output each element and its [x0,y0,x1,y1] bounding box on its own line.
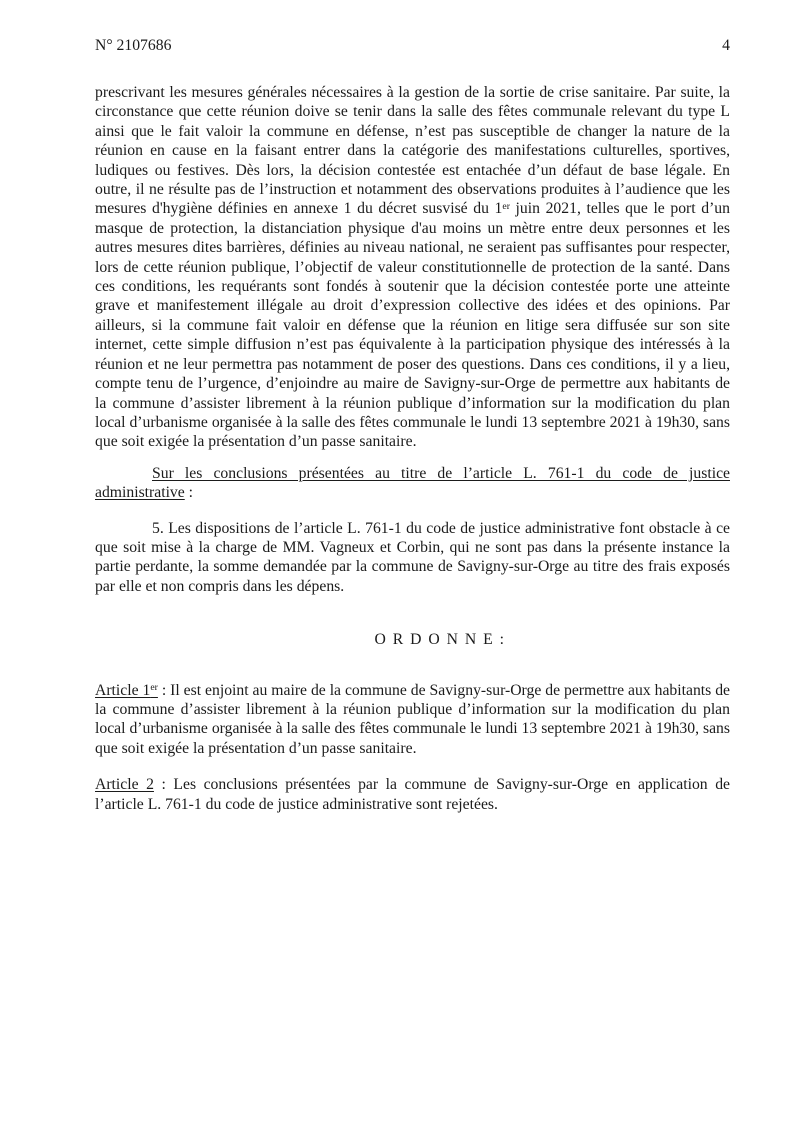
paragraph-continuation-text-part1: prescrivant les mesures générales nécessaires à la gestion de la sortie de crise sanitaire. Par suite, la circonstance que cette réunion doive se tenir dans la salle des fêtes communale relevant du type L ainsi que le fait valoir la commune en défense, n’est pas susceptible de changer la nature de la réunion en cause en la faisant entrer dans la catégorie des manifestations culturelles, sportives, ludiques ou festives. Dès lors, la décision contestée est entachée d’un défaut de base légale. En outre, il ne résulte pas de l’instruction et notamment des observations produites à l’audience que les mesures d'hygiène définies en annexe 1 du décret susvisé du 1 [95,84,730,218]
case-number: N° 2107686 [95,37,172,54]
document-body [95,83,730,814]
section-heading [95,464,730,503]
paragraph-continuation-text-part2: juin 2021, telles que le port d’un masque de protection, la distanciation physique d'au moins un mètre entre deux personnes et les autres mesures dites barrières, définies au niveau national, ne seraient pas suffisantes pour respecter, lors de cette réunion publique, l’objectif de valeur constitutionnelle de protection de la santé. Dans ces conditions, les requérants sont fondés à soutenir que la décision contestée porte une atteinte grave et manifestement illégale au droit d’expression collective des idées et des opinions. Par ailleurs, si la commune fait valoir en défense que la réunion en litige sera diffusée sur son site internet, cette simple diffusion n’est pas équivalente à la participation physique des intéressés à la réunion et ne leur permettra pas notamment de poser des questions. Dans ces conditions, il y a lieu, compte tenu de l’urgence, d’enjoindre au maire de Savigny-sur-Orge de permettre aux habitants de la commune d’assister librement à la réunion publique d’information sur la modification du plan local d’urbanisme organisée à la salle des fêtes communale le lundi 13 septembre 2021 à 19h30, sans que soit exigée la présentation d’un passe sanitaire. [95,200,730,451]
article-2-separator: : [153,776,174,794]
ordonne-heading: O R D O N N E : [374,631,506,649]
paragraph-5: 5. Les dispositions de l’article L. 761-1 du code de justice administrative font obstacle à ce que soit mise à la charge de MM. Vagneux et Corbin, qui ne sont pas dans la présente instance la partie perdante, la somme demandée par la commune de Savigny-sur-Orge au titre des frais exposés par elle et non compris dans les dépens. [95,519,730,595]
article-2-text: Les conclusions présentées par la commune de Savigny-sur-Orge en application de l’article L. 761-1 du code de justice administrative sont rejetées. [95,776,731,813]
article-1-superscript: er [150,682,158,694]
article-1 [95,681,730,759]
paragraph-continuation [95,83,730,452]
superscript-er-date: er [502,201,510,213]
article-2 [95,775,730,814]
article-1-separator: : [157,681,171,699]
page-number: 4 [722,37,730,54]
article-1-label [95,682,158,699]
article-2-label: Article 2 [95,776,154,794]
article-1-label-text: Article 1 [95,681,151,699]
article-1-text: Il est enjoint au maire de la commune de Savigny-sur-Orge de permettre aux habitants de la commune d’assister librement à la réunion publique d’information sur la modification du plan local d’urbanisme organisée à la salle des fêtes communale le lundi 13 septembre 2021 à 19h30, sans que soit exigée la présentation d’un passe sanitaire. [95,681,731,757]
section-heading-colon: : [184,484,194,502]
section-heading-text: Sur les conclusions présentées au titre de l’article L. 761-1 du code de justice administrative [95,464,730,502]
page-header [95,36,730,55]
